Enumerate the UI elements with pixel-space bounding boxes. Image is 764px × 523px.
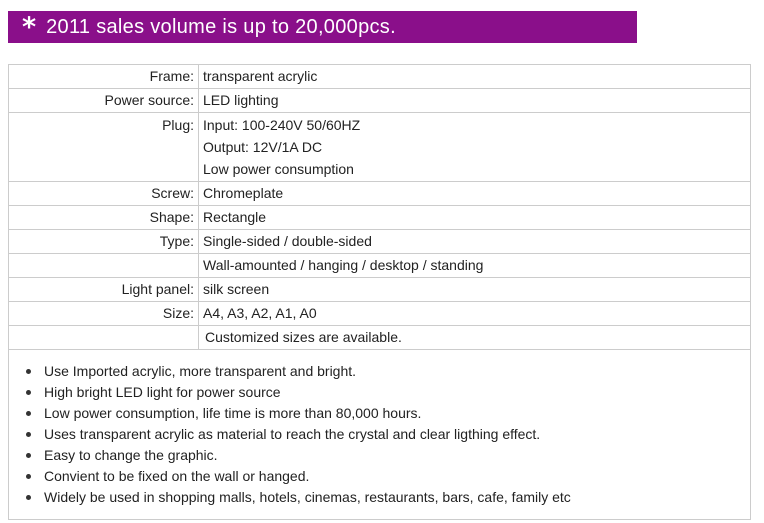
spec-row-type-mount — [9, 254, 751, 278]
list-item — [26, 445, 571, 466]
headline-banner — [8, 11, 637, 43]
spec-label-empty — [9, 254, 199, 278]
spec-value: Wall-amounted / hanging / desktop / standing — [199, 254, 751, 278]
spec-value: transparent acrylic — [199, 65, 751, 89]
feature-text: Easy to change the graphic. — [44, 447, 218, 463]
list-item — [26, 382, 571, 403]
list-item — [26, 361, 571, 382]
plug-consumption: Low power consumption — [203, 161, 354, 177]
plug-output: Output: 12V/1A DC — [203, 139, 323, 155]
feature-text: Low power consumption, life time is more than 80,000 hours. — [44, 405, 422, 421]
bullet-icon — [26, 369, 31, 374]
bullet-icon — [26, 411, 31, 416]
asterisk-icon: * — [22, 11, 37, 43]
bullet-icon — [26, 453, 31, 458]
spec-row-screw — [9, 182, 751, 206]
spec-value: Chromeplate — [199, 182, 751, 206]
list-item — [26, 424, 571, 445]
spec-label: Frame: — [9, 65, 199, 89]
feature-text: Uses transparent acrylic as material to reach the crystal and clear ligthing effect. — [44, 426, 541, 442]
spec-value: A4, A3, A2, A1, A0 — [199, 302, 751, 326]
feature-text: Convient to be fixed on the wall or hanged. — [44, 468, 310, 484]
feature-list-box — [8, 346, 751, 520]
spec-row-type — [9, 230, 751, 254]
spec-value: Customized sizes are available. — [199, 326, 751, 350]
spec-row-frame — [9, 65, 751, 89]
bullet-icon — [26, 390, 31, 395]
spec-value: LED lighting — [199, 89, 751, 113]
list-item — [26, 466, 571, 487]
bullet-icon — [26, 495, 31, 500]
spec-row-shape — [9, 206, 751, 230]
spec-row-panel — [9, 278, 751, 302]
spec-value — [199, 113, 751, 182]
headline-title: 2011 sales volume is up to 20,000pcs. — [46, 15, 396, 38]
spec-row-size — [9, 302, 751, 326]
bullet-icon — [26, 474, 31, 479]
list-item — [26, 487, 571, 508]
spec-value: Single-sided / double-sided — [199, 230, 751, 254]
spec-label: Type: — [9, 230, 199, 254]
spec-label: Power source: — [9, 89, 199, 113]
spec-value: silk screen — [199, 278, 751, 302]
spec-label: Size: — [9, 302, 199, 326]
feature-list — [26, 361, 571, 508]
spec-label: Plug: — [9, 113, 199, 182]
plug-input: Input: 100-240V 50/60HZ — [203, 117, 361, 133]
spec-label: Light panel: — [9, 278, 199, 302]
feature-text: Use Imported acrylic, more transparent and bright. — [44, 363, 357, 379]
spec-label: Shape: — [9, 206, 199, 230]
spec-table — [8, 64, 751, 350]
spec-value: Rectangle — [199, 206, 751, 230]
feature-text: Widely be used in shopping malls, hotels, cinemas, restaurants, bars, cafe, family etc — [44, 489, 571, 505]
list-item — [26, 403, 571, 424]
bullet-icon — [26, 432, 31, 437]
spec-row-power — [9, 89, 751, 113]
spec-label: Screw: — [9, 182, 199, 206]
feature-text: High bright LED light for power source — [44, 384, 281, 400]
spec-row-plug — [9, 113, 751, 182]
